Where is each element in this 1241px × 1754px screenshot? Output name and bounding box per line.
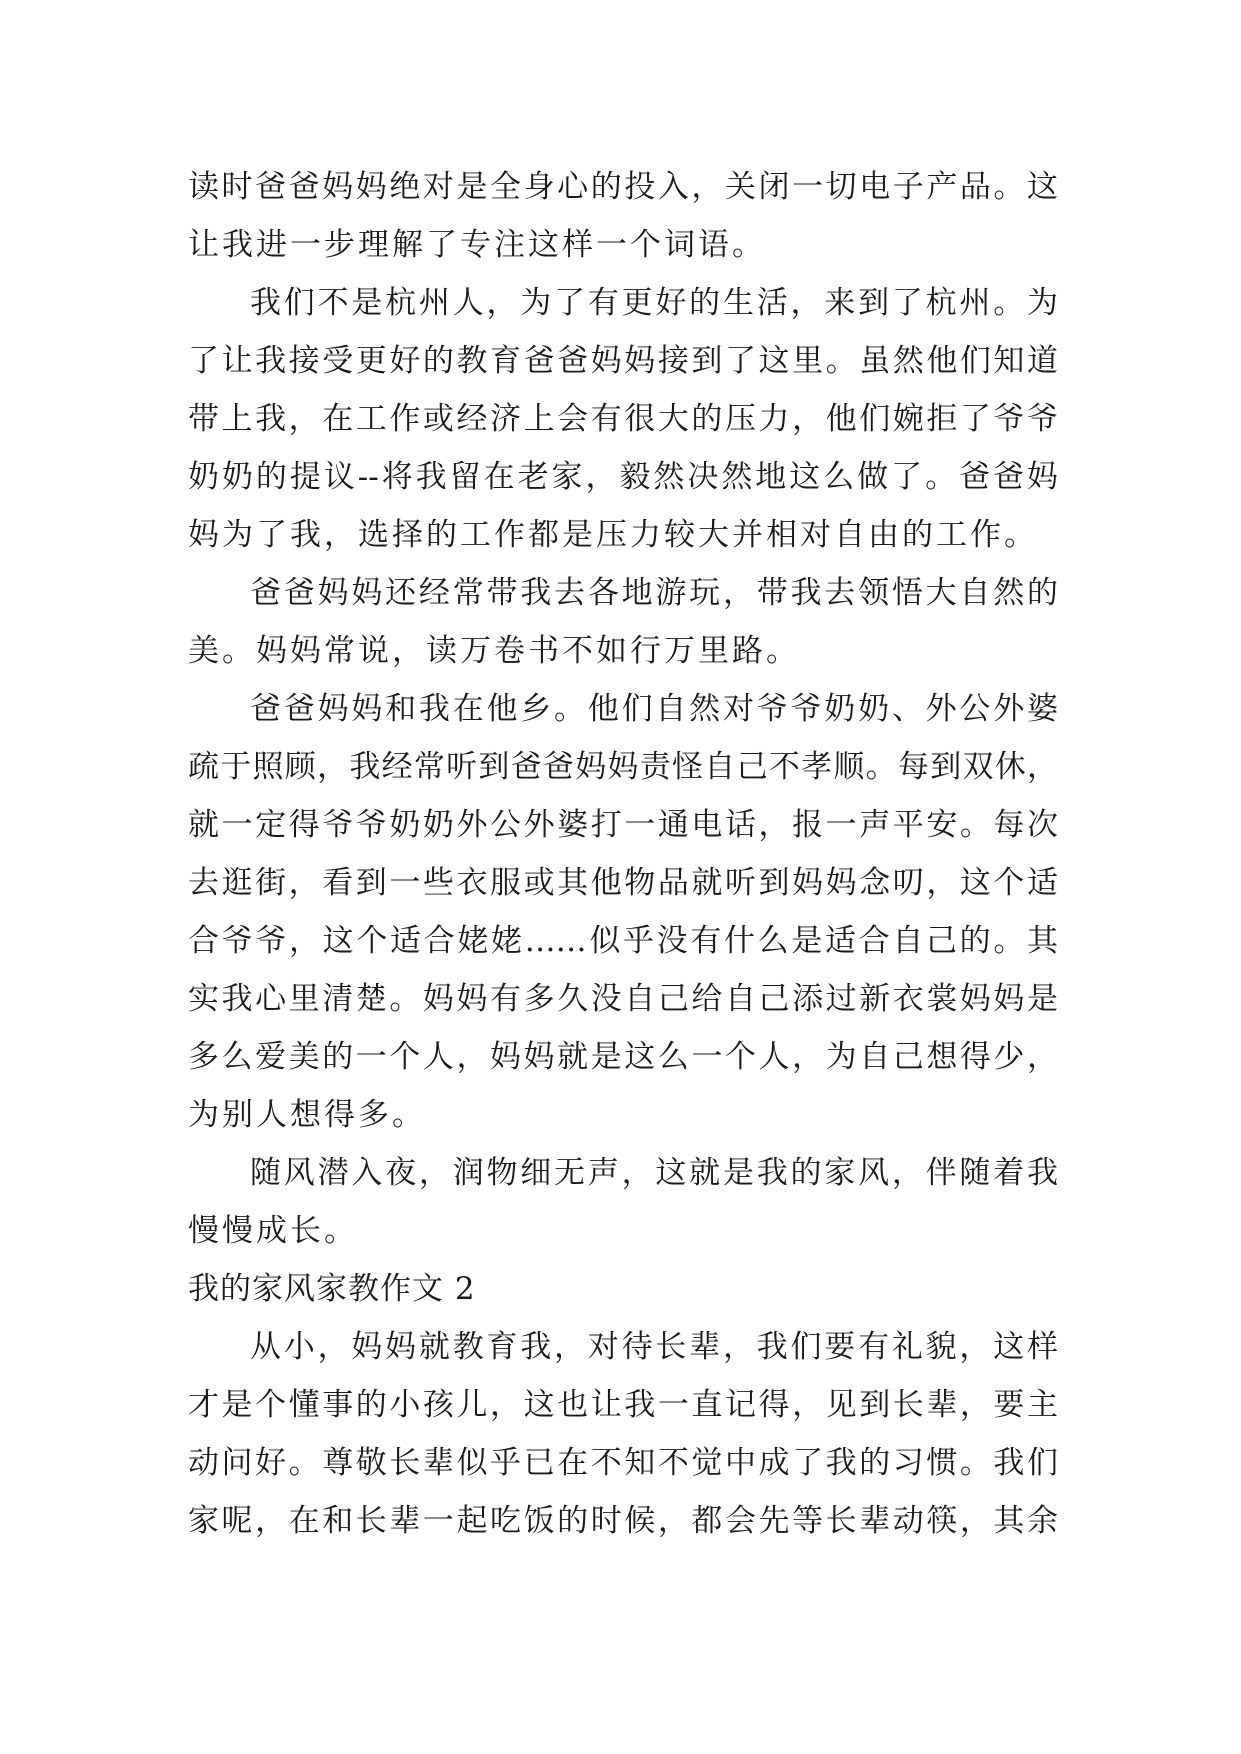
text-line: 为别人想得多。 (188, 1097, 426, 1133)
paragraph-start-line: 我们不是杭州人，为了有更好的生活，来到了杭州。为 (250, 285, 1058, 321)
text-line: 才是个懂事的小孩儿，这也让我一直记得，见到长辈，要主 (188, 1387, 1058, 1423)
text-line: 慢慢成长。 (188, 1213, 358, 1249)
text-line: 家呢，在和长辈一起吃饭的时候，都会先等长辈动筷，其余 (188, 1503, 1058, 1539)
text-line: 奶奶的提议--将我留在老家，毅然决然地这么做了。爸爸妈 (188, 459, 1058, 495)
paragraph-start-line: 随风潜入夜，润物细无声，这就是我的家风，伴随着我 (250, 1155, 1058, 1191)
text-line: 美。妈妈常说，读万卷书不如行万里路。 (188, 633, 800, 669)
text-line: 就一定得爷爷奶奶外公外婆打一通电话，报一声平安。每次 (188, 807, 1058, 843)
text-line: 多么爱美的一个人，妈妈就是这么一个人，为自己想得少， (188, 1039, 1058, 1075)
document-body (188, 158, 1058, 1550)
text-line: 妈为了我，选择的工作都是压力较大并相对自由的工作。 (188, 517, 1038, 553)
text-line: 动问好。尊敬长辈似乎已在不知不觉中成了我的习惯。我们 (188, 1445, 1058, 1481)
text-line: 合爷爷，这个适合姥姥……似乎没有什么是适合自己的。其 (188, 923, 1058, 959)
paragraph-start-line: 从小，妈妈就教育我，对待长辈，我们要有礼貌，这样 (250, 1329, 1058, 1365)
text-line: 了让我接受更好的教育爸爸妈妈接到了这里。虽然他们知道 (188, 343, 1058, 379)
text-line: 让我进一步理解了专注这样一个词语。 (188, 227, 766, 263)
section-heading: 我的家风家教作文 2 (188, 1271, 476, 1307)
text-line: 实我心里清楚。妈妈有多久没自己给自己添过新衣裳妈妈是 (188, 981, 1058, 1017)
text-line: 读时爸爸妈妈绝对是全身心的投入，关闭一切电子产品。这 (188, 169, 1058, 205)
text-line: 带上我，在工作或经济上会有很大的压力，他们婉拒了爷爷 (188, 401, 1058, 437)
paragraph-start-line: 爸爸妈妈和我在他乡。他们自然对爷爷奶奶、外公外婆 (250, 691, 1058, 727)
text-line: 去逛街，看到一些衣服或其他物品就听到妈妈念叨，这个适 (188, 865, 1058, 901)
text-line: 疏于照顾，我经常听到爸爸妈妈责怪自己不孝顺。每到双休， (188, 749, 1058, 785)
paragraph-start-line: 爸爸妈妈还经常带我去各地游玩，带我去领悟大自然的 (250, 575, 1058, 611)
